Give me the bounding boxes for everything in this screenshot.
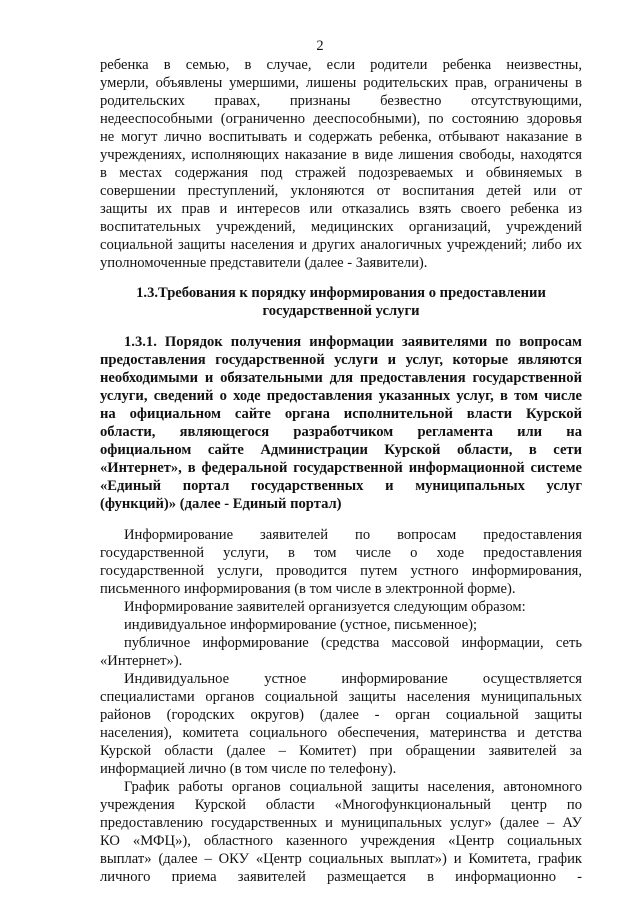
subsection-heading-1-3-1: «Интернет», в федеральной государственной информационной системе	[100, 460, 582, 476]
para6-line: информацией лично (в том числе по телефону).	[100, 761, 397, 777]
para6-line: специалистами органов социальной защиты населения муниципальных	[100, 689, 582, 705]
para1-line: совершении преступлений, уклоняются от воспитания детей или от	[100, 183, 582, 199]
para7-line: предоставлению государственных и муниципальных услуг» (далее – АУ	[100, 815, 582, 831]
para1-line: воспитательных учреждений, медицинских организаций, учреждений	[100, 219, 582, 235]
para2-line: государственной услуги, проводится путем устного информирования,	[100, 563, 582, 579]
para6-line: населения), комитета социального обеспечения, материнства и детства	[100, 725, 582, 741]
para6-line: районов (городских округов) (далее - орган социальной защиты	[100, 707, 582, 723]
para4-line: индивидуальное информирование (устное, письменное);	[124, 617, 478, 633]
para6-line: Курской области (далее – Комитет) при обращении заявителей за	[100, 743, 582, 759]
para3-line: Информирование заявителей организуется следующим образом:	[124, 599, 526, 615]
subsection-heading-1-3-1: на официальном сайте органа исполнительной власти Курской	[100, 406, 582, 422]
para1-line: недееспособными (ограниченно дееспособными), по состоянию здоровья	[100, 111, 582, 127]
subsection-heading-1-3-1: (функций)» (далее - Единый портал)	[100, 496, 342, 512]
para7-line: выплат» (далее – ОКУ «Центр социальных выплат») и Комитета, график	[100, 851, 582, 867]
para1-line: не могут лично воспитывать и содержать ребенка, отбывают наказание в	[100, 129, 582, 145]
para1-line: родительских правах, признаны безвестно отсутствующими,	[100, 93, 582, 109]
para2-line: государственной услуги, в том числе о ходе предоставления	[100, 545, 582, 561]
para1-line: защиты их прав и интересов или отказались взять своего ребенка из	[100, 201, 582, 217]
para7-line: личного приема заявителей размещается в информационно -	[100, 869, 582, 885]
subsection-heading-1-3-1: «Единый портал государственных и муниципальных услуг	[100, 478, 582, 494]
subsection-heading-1-3-1: предоставления государственной услуги и услуг, которые являются	[100, 352, 582, 368]
section-heading-1-3: 1.3.Требования к порядку информирования о предоставлении	[136, 285, 546, 301]
para1-line: ребенка в семью, в случае, если родители ребенка неизвестны,	[100, 57, 582, 73]
subsection-heading-1-3-1: 1.3.1. Порядок получения информации заявителями по вопросам	[124, 334, 582, 350]
para1-line: уполномоченные представители (далее - Заявители).	[100, 255, 428, 271]
section-heading-1-3: государственной услуги	[262, 303, 420, 319]
subsection-heading-1-3-1: области, являющегося разработчиком регламента или на	[100, 424, 582, 440]
para1-line: в местах содержания под стражей подозреваемых и обвиняемых в	[100, 165, 582, 181]
para2-line: письменного информирования (в том числе в электронной форме).	[100, 581, 516, 597]
para7-line: График работы органов социальной защиты населения, автономного	[124, 779, 582, 795]
para2-line: Информирование заявителей по вопросам предоставления	[124, 527, 582, 543]
para1-line: умерли, объявлены умершими, лишены родительских прав, ограничены в	[100, 75, 582, 91]
para7-line: КО «МФЦ»), областного казенного учреждения «Центр социальных	[100, 833, 582, 849]
subsection-heading-1-3-1: услуги, сведений о ходе предоставления указанных услуг, в том числе	[100, 388, 582, 404]
para1-line: учреждениях, исполняющих наказание в виде лишения свободы, находятся	[100, 147, 582, 163]
page-number: 2	[316, 38, 324, 54]
para1-line: социальной защиты населения и других аналогичных учреждений; либо их	[100, 237, 582, 253]
subsection-heading-1-3-1: официальном сайте Администрации Курской области, в сети	[100, 442, 582, 458]
para5-line: «Интернет»).	[100, 653, 183, 669]
subsection-heading-1-3-1: необходимыми и обязательными для предоставления государственной	[100, 370, 582, 386]
para6-line: Индивидуальное устное информирование осуществляется	[124, 671, 582, 687]
para5-line: публичное информирование (средства массовой информации, сеть	[124, 635, 582, 651]
para7-line: учреждения Курской области «Многофункциональный центр по	[100, 797, 582, 813]
